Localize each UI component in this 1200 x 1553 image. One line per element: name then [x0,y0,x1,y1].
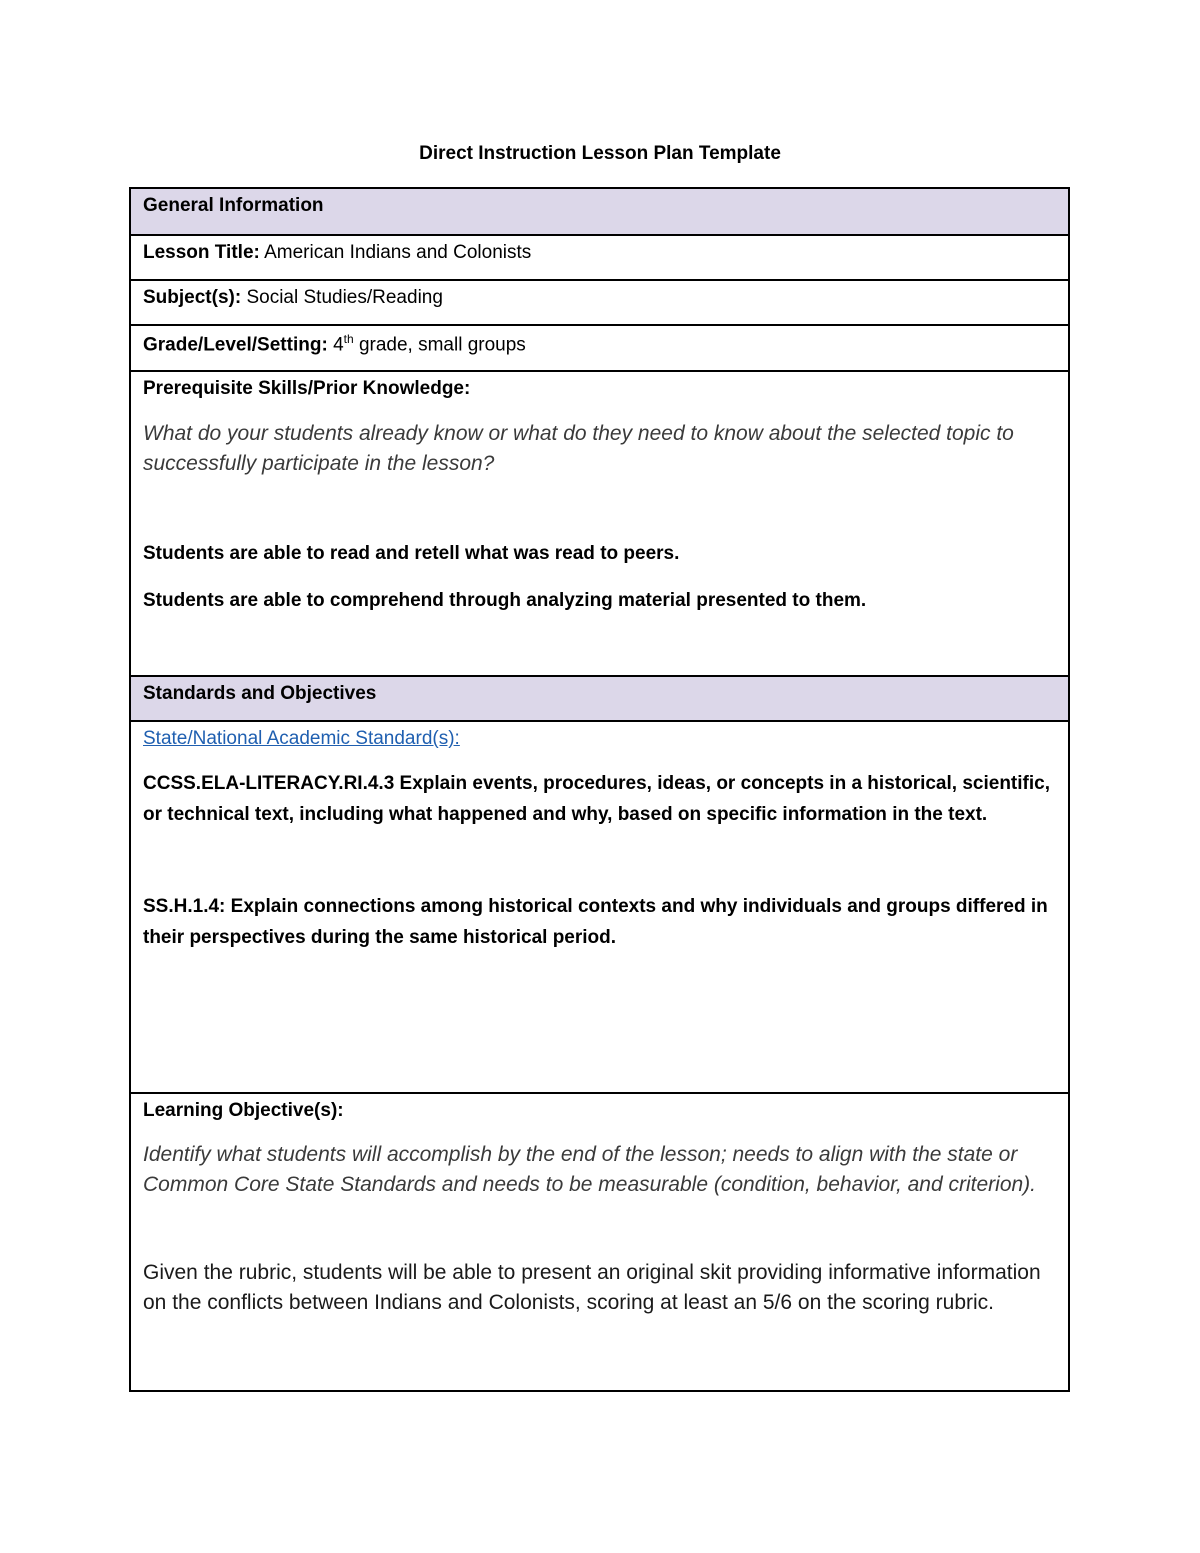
prerequisite-skills-prompt: What do your students already know or what do they need to know about the selected topic to successfully participate in the lesson? [143,422,1014,475]
grade-level-setting-label: Grade/Level/Setting: [143,334,328,356]
learning-objectives-label: Learning Objective(s): [143,1100,344,1121]
grade-number: 4 [333,334,344,356]
standards-objectives-header-text: Standards and Objectives [143,683,377,704]
learning-objectives-row [131,1094,1068,1390]
standards-objectives-header [131,677,1068,722]
subjects-label: Subject(s): [143,287,242,308]
general-information-header-text: General Information [143,195,324,216]
lesson-title-label: Lesson Title: [143,242,260,263]
subjects-row [131,281,1068,326]
subjects-value: Social Studies/Reading [246,287,443,308]
prerequisite-skills-row [131,372,1068,677]
lesson-title-row [131,236,1068,281]
lesson-title-value: American Indians and Colonists [264,242,532,263]
academic-standards-link[interactable]: State/National Academic Standard(s): [143,728,460,749]
grade-ordinal-suffix: th [343,332,354,346]
learning-objectives-prompt: Identify what students will accomplish by the end of the lesson; needs to align with the state or Common Core State Standards and needs to be measurable (condition, behavior, and criterion). [143,1143,1037,1196]
document-title: Direct Instruction Lesson Plan Template [419,143,781,164]
learning-objectives-answer: Given the rubric, students will be able to present an original skit providing informative information on the conflicts between Indians and Colonists, scoring at least an 5/6 on the scoring rubric. [143,1261,1041,1314]
academic-standards-row [131,722,1068,1094]
prerequisite-skills-label: Prerequisite Skills/Prior Knowledge: [143,378,471,399]
grade-level-setting-row [131,326,1068,372]
lesson-plan-table [129,187,1070,1392]
general-information-header [131,189,1068,236]
prerequisite-skills-answer-2: Students are able to comprehend through analyzing material presented to them. [143,590,867,611]
standard-ccss-ela-ri-4-3: CCSS.ELA-LITERACY.RI.4.3 Explain events, procedures, ideas, or concepts in a historical, scientific, or technical text, including what happened and why, based on specific information in the text. [143,773,1050,825]
prerequisite-skills-answer-1: Students are able to read and retell what was read to peers. [143,543,680,564]
grade-setting-value: grade, small groups [358,334,526,356]
standard-ss-h-1-4: SS.H.1.4: Explain connections among historical contexts and why individuals and groups differed in their perspectives during the same historical period. [143,896,1048,948]
